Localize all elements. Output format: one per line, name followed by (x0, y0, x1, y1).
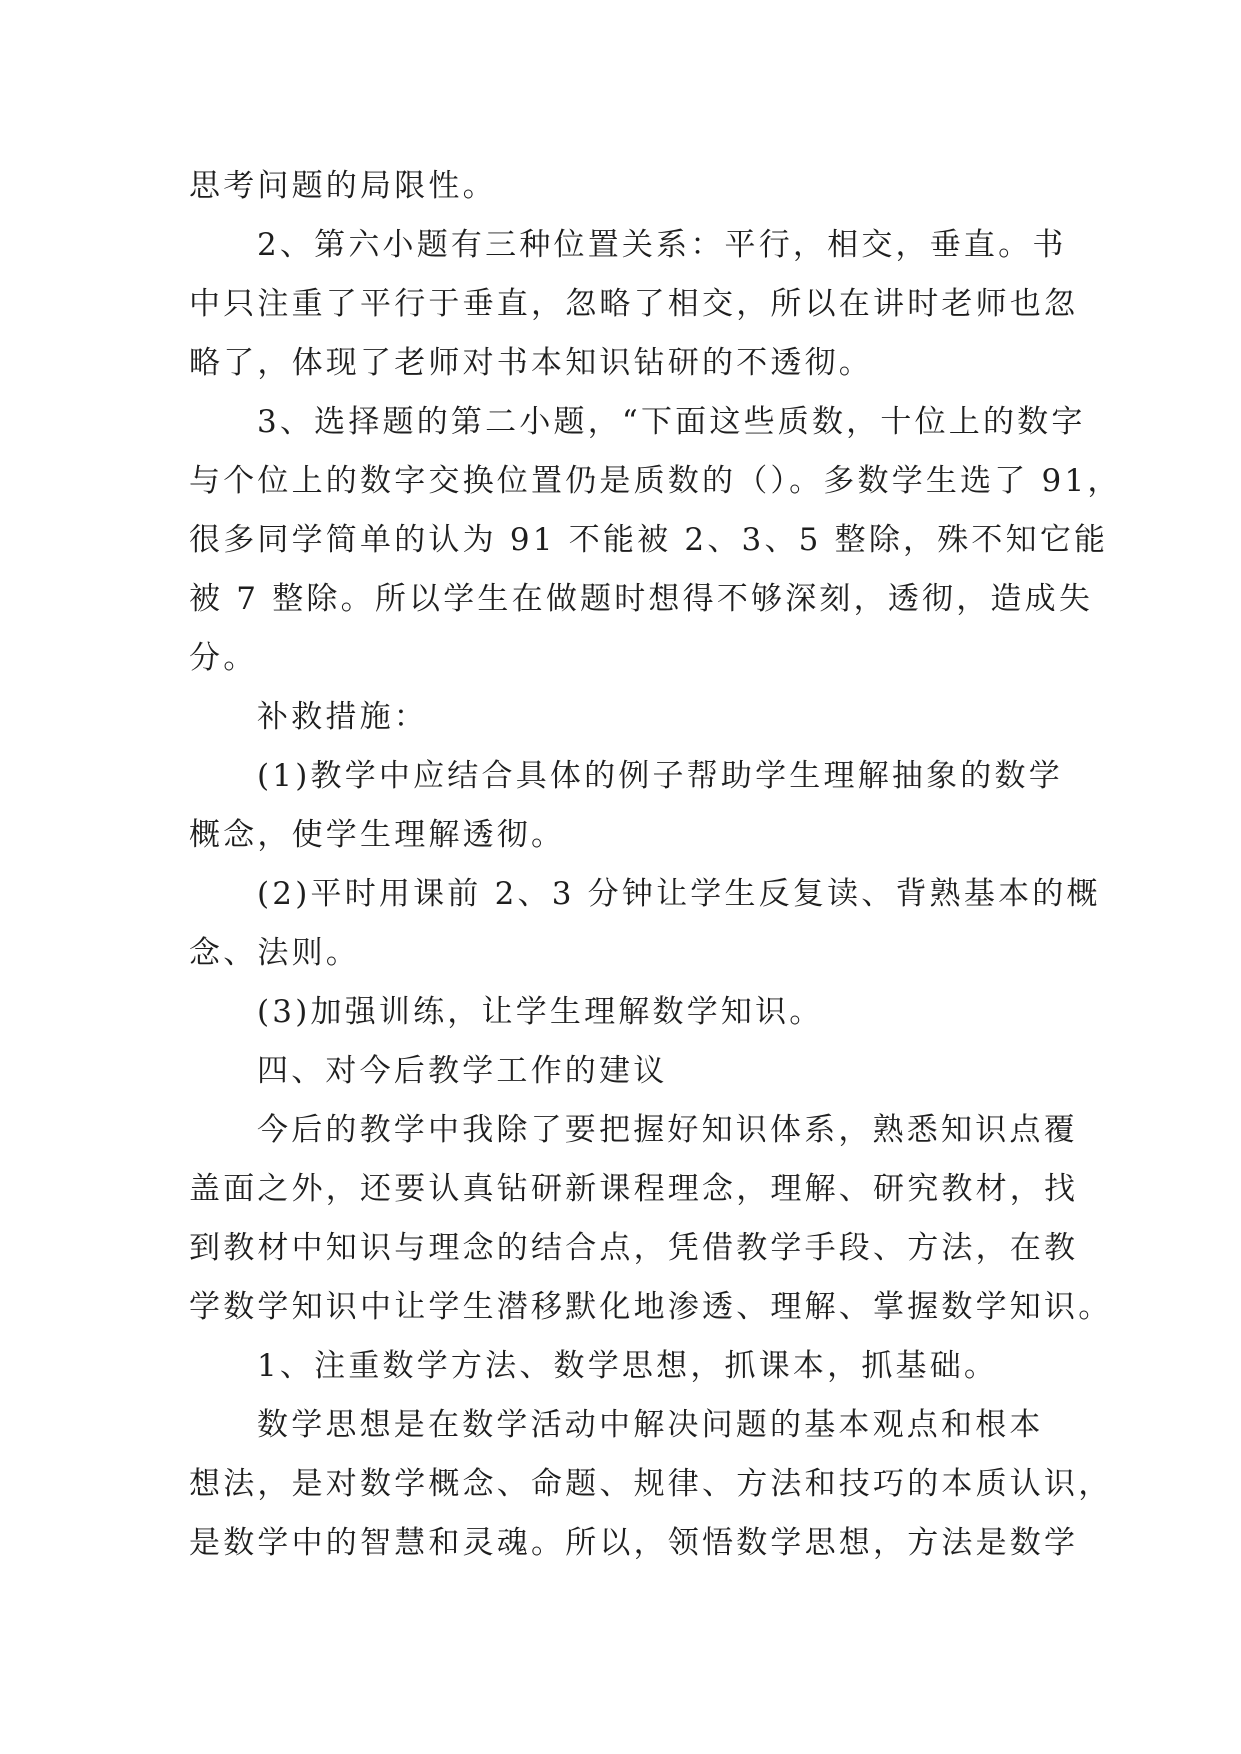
text-line: 2、第六小题有三种位置关系：平行，相交，垂直。书 (257, 227, 1067, 263)
text-line: 学数学知识中让学生潜移默化地渗透、理解、掌握数学知识。 (189, 1289, 1113, 1325)
text-line: 1、注重数学方法、数学思想，抓课本，抓基础。 (257, 1348, 999, 1384)
text-line: 中只注重了平行于垂直，忽略了相交，所以在讲时老师也忽 (189, 286, 1079, 322)
text-line: 很多同学简单的认为 91 不能被 2、3、5 整除，殊不知它能 (189, 522, 1109, 558)
text-line: 是数学中的智慧和灵魂。所以，领悟数学思想，方法是数学 (189, 1525, 1079, 1561)
text-line: 与个位上的数字交换位置仍是质数的（）。多数学生选了 91， (189, 463, 1122, 499)
text-line: (3)加强训练，让学生理解数学知识。 (257, 994, 824, 1030)
text-line: 想法，是对数学概念、命题、规律、方法和技巧的本质认识， (189, 1466, 1113, 1502)
text-line: 补救措施： (257, 699, 428, 735)
text-line: 被 7 整除。所以学生在做题时想得不够深刻，透彻，造成失 (189, 581, 1094, 617)
text-line: 到教材中知识与理念的结合点，凭借教学手段、方法，在教 (189, 1230, 1079, 1266)
text-line: 盖面之外，还要认真钻研新课程理念，理解、研究教材，找 (189, 1171, 1079, 1207)
text-line: 数学思想是在数学活动中解决问题的基本观点和根本 (257, 1407, 1044, 1443)
text-line: 今后的教学中我除了要把握好知识体系，熟悉知识点覆 (257, 1112, 1078, 1148)
text-line: (1)教学中应结合具体的例子帮助学生理解抽象的数学 (257, 758, 1063, 794)
text-line: 思考问题的局限性。 (189, 168, 497, 204)
text-line: 四、对今后教学工作的建议 (257, 1053, 668, 1089)
text-line: 3、选择题的第二小题，“下面这些质数，十位上的数字 (257, 404, 1086, 440)
text-line: 念、法则。 (189, 935, 360, 971)
text-line: (2)平时用课前 2、3 分钟让学生反复读、背熟基本的概 (257, 876, 1101, 912)
text-line: 分。 (189, 640, 258, 676)
text-line: 略了，体现了老师对书本知识钻研的不透彻。 (189, 345, 873, 381)
text-column (189, 157, 1122, 1573)
text-line: 概念，使学生理解透彻。 (189, 817, 566, 853)
